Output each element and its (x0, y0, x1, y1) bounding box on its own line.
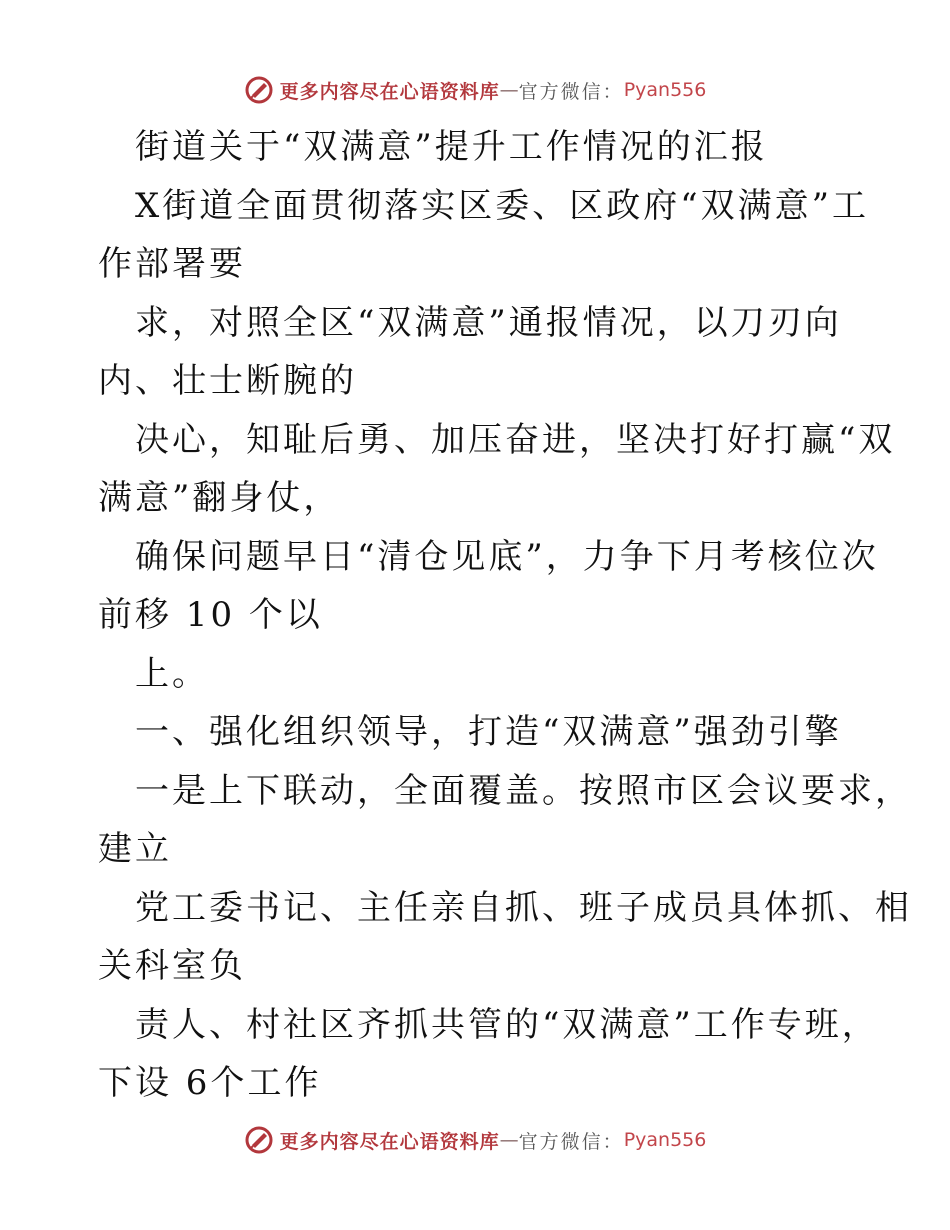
header-watermark (0, 70, 950, 110)
paragraph-line: 满意”翻身仗， (98, 478, 341, 518)
watermark-separator: — (499, 1129, 519, 1151)
watermark-account: Pyan556 (623, 79, 707, 101)
paragraph-line: 上。 (135, 653, 209, 694)
paragraph-line: 内、壮士断腕的 (98, 361, 357, 401)
document-title: 街道关于“双满意”提升工作情况的汇报 (135, 127, 768, 167)
watermark-official-label: 官方微信： (518, 80, 624, 103)
seal-logo-icon (244, 1125, 274, 1155)
watermark-account: Pyan556 (623, 1129, 707, 1151)
seal-logo-icon (244, 75, 274, 105)
section-heading: 一、强化组织领导，打造“双满意”强劲引擎 (135, 712, 842, 752)
watermark-brand: 更多内容尽在心语资料库 (279, 80, 500, 103)
watermark-separator: — (499, 79, 519, 101)
paragraph-line: 一是上下联动，全面覆盖。按照市区会议要求， (135, 770, 912, 811)
paragraph-line: 党工委书记、主任亲自抓、班子成员具体抓、相 (135, 887, 912, 928)
watermark-official-label: 官方微信： (518, 1130, 624, 1153)
paragraph-line: 前移 10 个以 (98, 595, 323, 635)
paragraph-line: 决心，知耻后勇、加压奋进，坚决打好打赢“双 (135, 419, 896, 460)
paragraph-line: 关科室负 (98, 946, 246, 986)
paragraph-line: 建立 (98, 829, 172, 869)
paragraph-line: 作部署要 (98, 244, 246, 284)
paragraph-line: 确保问题早日“清仓见底”，力争下月考核位次 (135, 536, 879, 577)
paragraph-line: X街道全面贯彻落实区委、区政府“双满意”工 (135, 185, 869, 226)
footer-watermark (0, 1120, 950, 1160)
paragraph-line: 下设 6个工作 (98, 1063, 322, 1103)
document-body (98, 118, 912, 1113)
watermark-brand: 更多内容尽在心语资料库 (279, 1130, 500, 1153)
paragraph-line: 责人、村社区齐抓共管的“双满意”工作专班， (135, 1004, 879, 1045)
paragraph-line: 求，对照全区“双满意”通报情况，以刀刃向 (135, 302, 842, 343)
